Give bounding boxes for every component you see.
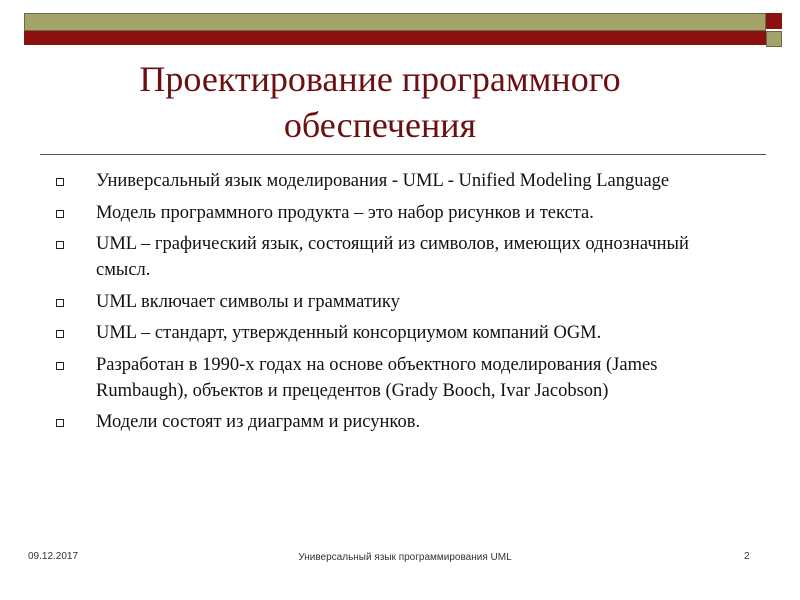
bullet-item — [52, 200, 732, 226]
slide-title: Проектирование программного обеспечения — [139, 59, 621, 145]
square-bullet-icon — [56, 362, 64, 370]
bullet-item — [52, 409, 732, 435]
title-divider — [40, 154, 766, 155]
bullet-item — [52, 289, 732, 315]
bullet-item — [52, 231, 732, 283]
bullet-text: Универсальный язык моделирования - UML - Unified Modeling Language — [96, 171, 670, 191]
footer-caption: Универсальный язык программирования UML — [298, 552, 512, 563]
header-band-olive — [24, 13, 766, 31]
square-bullet-icon — [56, 419, 64, 427]
bullet-text: Модель программного продукта – это набор рисунков и текста. — [96, 202, 594, 223]
header-band-maroon — [24, 31, 766, 45]
bullet-text: Модели состоят из диаграмм и рисунков. — [96, 412, 421, 432]
square-bullet-icon — [56, 330, 64, 338]
bullet-text: UML – стандарт, утвержденный консорциумом компаний OGM. — [96, 323, 602, 343]
footer-date: 09.12.2017 — [28, 551, 79, 562]
square-bullet-icon — [56, 210, 64, 218]
corner-square-maroon — [766, 13, 782, 29]
page-number: 2 — [744, 551, 750, 562]
bullet-text: UML включает символы и грамматику — [96, 291, 400, 312]
square-bullet-icon — [56, 178, 64, 186]
square-bullet-icon — [56, 241, 64, 249]
bullet-item — [52, 352, 732, 404]
bullet-text: UML – графический язык, состоящий из символов, имеющих однозначный смысл. — [96, 234, 689, 280]
bullet-item — [52, 168, 732, 194]
bullet-text: Разработан в 1990-х годах на основе объектного моделирования (James Rumbaugh), объектов и прецедентов (Grady Booch, Ivar Jacobson) — [96, 354, 658, 401]
corner-square-olive — [766, 31, 782, 47]
bullet-item — [52, 320, 732, 346]
bullet-list — [52, 168, 732, 441]
square-bullet-icon — [56, 299, 64, 307]
